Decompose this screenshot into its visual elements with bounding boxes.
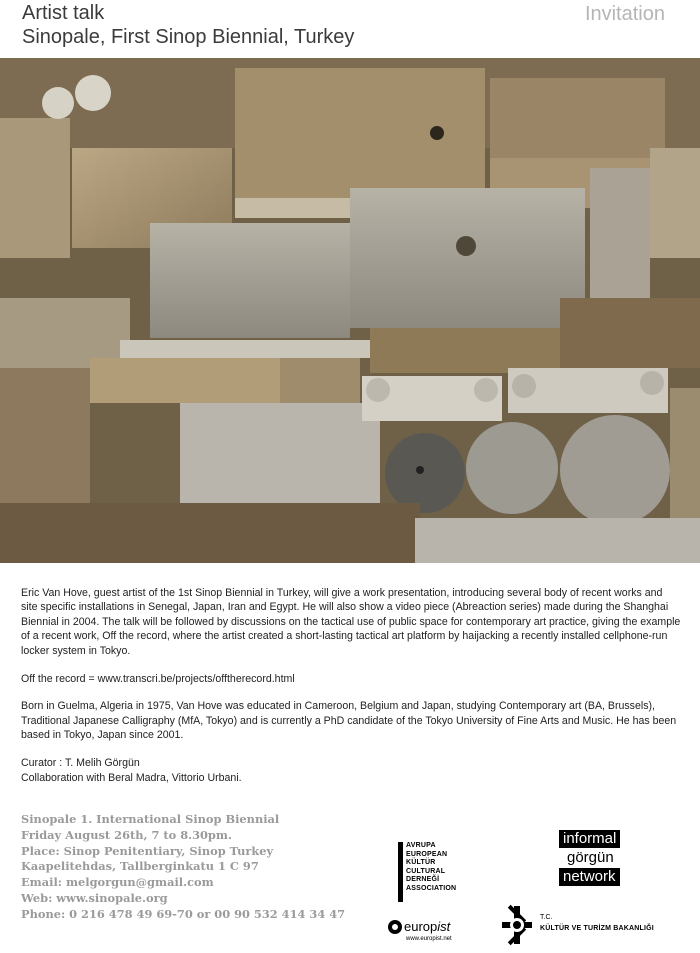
info-email[interactable]: Email: melgorgun@gmail.com [21, 875, 214, 890]
logo-bar [398, 842, 403, 902]
informal-gorgun-network-logo [555, 830, 635, 888]
document-type-label: Invitation [584, 3, 665, 25]
info-web[interactable]: Web: www.sinopale.org [21, 890, 168, 905]
logo-avrupa-line: DERNEĞİ [406, 876, 440, 884]
europist-mark-icon [388, 920, 402, 934]
logo-avrupa-line: AVRUPA [406, 842, 436, 849]
ministry-name: KÜLTÜR VE TURİZM BAKANLIĞI [540, 925, 654, 932]
europist-url: www.europist.net [406, 936, 452, 942]
page-subtitle: Sinopale, First Sinop Biennial, Turkey [22, 26, 355, 48]
info-phone: Phone: 0 216 478 49 69-70 or 00 90 532 414 34 47 [21, 906, 346, 921]
logo-network-line: network [559, 868, 620, 886]
europist-name: europist [404, 919, 451, 934]
project-link[interactable]: Off the record = www.transcri.be/projects/offtherecord.html [21, 672, 295, 685]
ministry-of-culture-logo [500, 904, 670, 946]
intro-paragraph: Eric Van Hove, guest artist of the 1st Sinop Biennial in Turkey, will give a work presentation, introducing several body of recent works and site specific installations in Senegal, Japan, Iran and Egypt. He will also show a video piece (Abreaction series) made during the Shanghai Biennial in 2004. The talk will be followed by discussions on the tactical use of public space for contemporary art practice, giving the example of a recent work, Off the record, where the artist created a short-lasting tactical art platform by haijacking a recently installed cellphone-run locker system in Tokyo. [21, 587, 681, 657]
ministry-tc: T.C. [540, 914, 553, 921]
european-cultural-association-logo [398, 842, 457, 902]
page-title: Artist talk [22, 2, 105, 24]
info-date: Friday August 26th, 7 to 8.30pm. [21, 827, 232, 842]
biography-paragraph: Born in Guelma, Algeria in 1975, Van Hove was educated in Cameroon, Belgium and Japan, studying Contemporary art (BA, Brussels), Traditional Japanese Calligraphy (MfA, Tokyo) and is currently a PhD candidate of the Tokyo University of Fine Arts and Music. He has been based in Tokyo, Japan since 2001. [21, 700, 677, 742]
logo-informal-line: informal [559, 830, 620, 848]
logo-avrupa-line: EUROPEAN [406, 850, 448, 858]
body-text [21, 586, 681, 785]
header [0, 0, 700, 58]
info-address: Kaapelitehdas, Tallberginkatu 1 C 97 [21, 859, 259, 874]
stone-wall-photo [0, 58, 700, 563]
europist-logo [388, 917, 468, 947]
info-place: Place: Sinop Penitentiary, Sinop Turkey [21, 843, 274, 858]
info-biennial: Sinopale 1. International Sinop Biennial [21, 812, 280, 826]
curator-line: Curator : T. Melih Görgün [21, 757, 140, 770]
stone-wall-illustration [0, 58, 700, 563]
event-info [21, 812, 345, 923]
logo-avrupa-line: ASSOCIATION [406, 884, 457, 892]
collaboration-line: Collaboration with Beral Madra, Vittorio Urbani. [21, 771, 242, 784]
logo-gorgun-line: görgün [567, 849, 614, 866]
logo-avrupa-line: KÜLTÜR [406, 859, 436, 867]
logo-avrupa-line: CULTURAL [406, 867, 446, 875]
ministry-emblem-icon [500, 904, 534, 946]
